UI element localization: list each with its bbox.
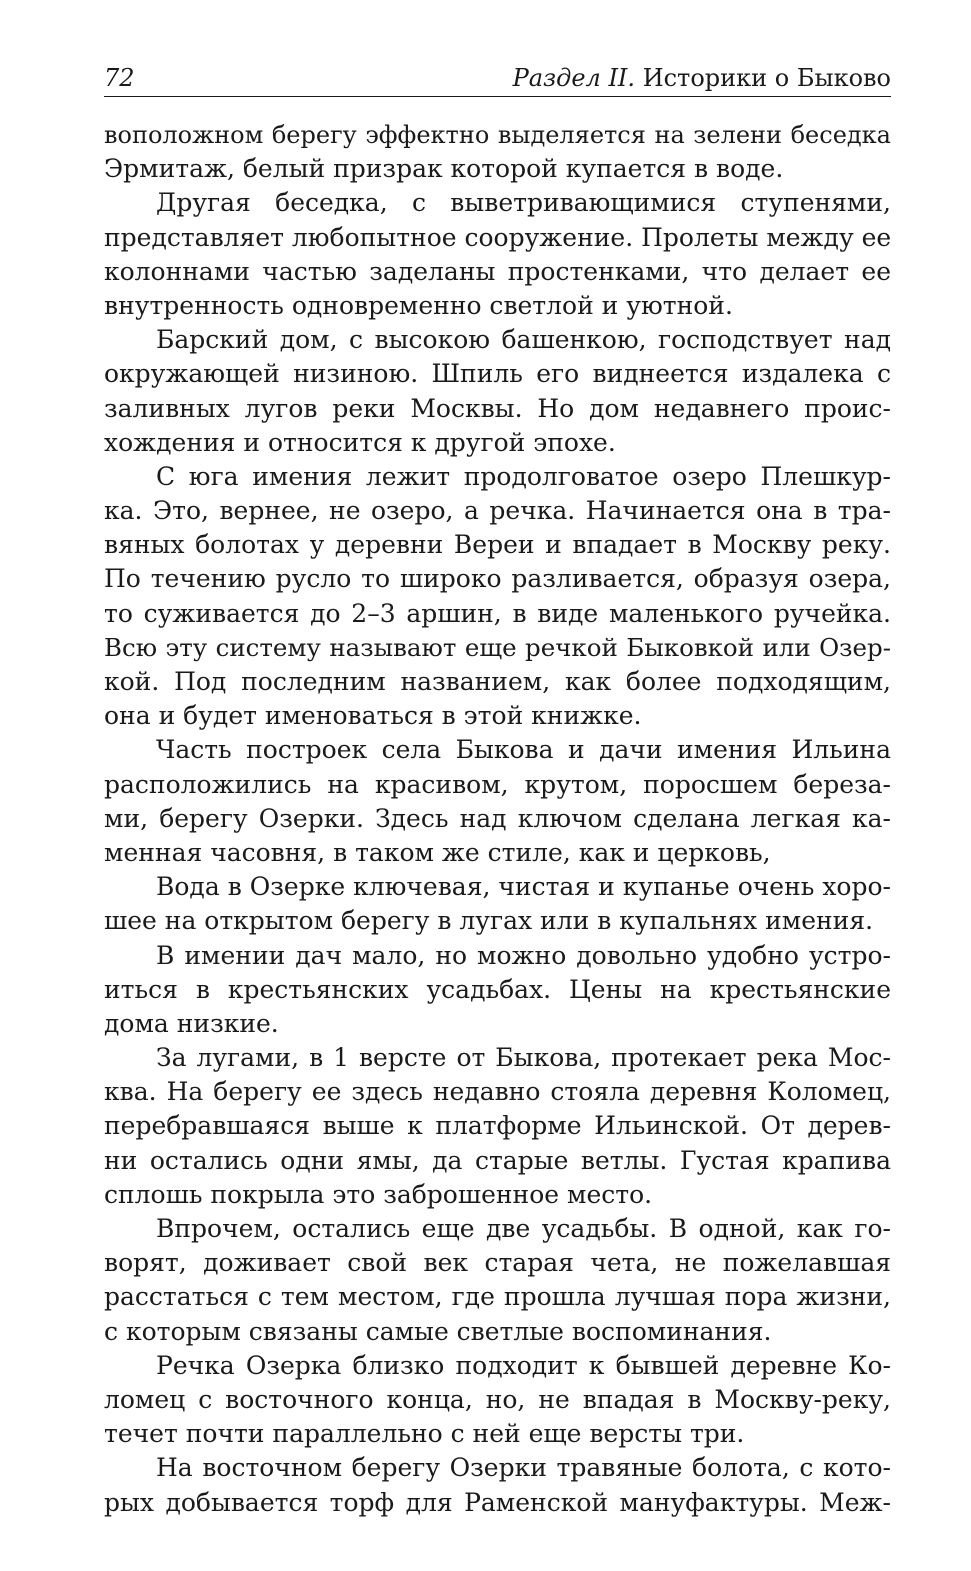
text-line: представляет любопытное сооружение. Пролеты между ее (104, 222, 891, 252)
text-line: перебравшаяся выше к платформе Ильинской. От дерев- (104, 1111, 891, 1141)
text-line: На восточном берегу Озерки травяные болота, с кото- (156, 1453, 891, 1483)
text-line: дома низкие. (104, 1008, 279, 1038)
text-line: с которым связаны самые светлые воспоминания. (104, 1316, 772, 1346)
text-line: ни остались одни ямы, да старые ветлы. Густая крапива (104, 1145, 891, 1175)
text-line: расстаться с тем местом, где прошла лучшая пора жизни, (104, 1282, 891, 1312)
text-line: внутренность одновременно светлой и уютной. (104, 290, 733, 320)
page-number: 72 (104, 64, 135, 92)
section-label: Раздел II. (512, 64, 636, 92)
text-line: ква. На берегу ее здесь недавно стояла деревня Коломец, (104, 1077, 891, 1107)
text-line: ка. Это, вернее, не озеро, а речка. Начинается она в тра- (104, 496, 891, 526)
text-line: Другая беседка, с выветривающимися ступенями, (156, 188, 891, 218)
section-title: Историки о Быково (642, 64, 891, 92)
text-line: иться в крестьянских усадьбах. Цены на крестьянские (104, 974, 891, 1004)
text-line: Речка Озерка близко подходит к бывшей деревне Ко- (156, 1350, 891, 1380)
text-line: хождения и относится к другой эпохе. (104, 427, 616, 457)
text-line: то суживается до 2–3 аршин, в виде маленького ручейка. (104, 598, 891, 628)
text-line: сплошь покрыла это заброшенное место. (104, 1179, 653, 1209)
text-line: заливных лугов реки Москвы. Но дом недавнего проис- (104, 393, 891, 423)
text-line: рых добывается торф для Раменской мануфактуры. Меж- (104, 1487, 891, 1517)
text-line: Барский дом, с высокою башенкою, господствует над (156, 325, 891, 355)
text-line: менная часовня, в таком же стиле, как и церковь, (104, 837, 771, 867)
text-line: За лугами, в 1 версте от Быкова, протекает река Мос- (156, 1043, 891, 1073)
section-heading (513, 62, 891, 94)
text-line: шее на открытом берегу в лугах или в купальнях имения. (104, 906, 874, 936)
text-line: ворят, доживает свой век старая чета, не пожелавшая (104, 1248, 891, 1278)
text-line: Часть построек села Быкова и дачи имения Ильина (156, 735, 891, 765)
text-line: она и будет именоваться в этой книжке. (104, 701, 642, 731)
running-head (104, 62, 891, 97)
text-line: ломец с восточного конца, но, не впадая в Москву-реку, (104, 1384, 891, 1414)
text-line: воположном берегу эффектно выделяется на зелени беседка (104, 121, 891, 149)
text-line: Впрочем, остались еще две усадьбы. В одной, как го- (156, 1214, 891, 1243)
body-text (104, 118, 891, 1520)
text-line: Эрмитаж, белый призрак которой купается в воде. (104, 154, 784, 184)
text-line: По течению русло то широко разливается, образуя озера, (104, 564, 891, 594)
text-line: вяных болотах у деревни Вереи и впадает в Москву реку. (104, 530, 891, 560)
text-line: течет почти параллельно с ней еще версты три. (104, 1419, 745, 1449)
text-line: Вода в Озерке ключевая, чистая и купанье очень хоро- (156, 872, 891, 902)
text-line: Всю эту систему называют еще речкой Быковкой или Озер- (104, 632, 891, 662)
text-line: колоннами частью заделаны простенками, что делает ее (104, 256, 891, 286)
text-line: окружающей низиною. Шпиль его виднеется издалека с (104, 359, 891, 389)
text-line: расположились на красивом, крутом, поросшем береза- (104, 769, 891, 799)
text-line: В имении дач мало, но можно довольно удобно устро- (156, 940, 891, 970)
text-line: кой. Под последним названием, как более подходящим, (104, 667, 891, 696)
text-line: ми, берегу Озерки. Здесь над ключом сделана легкая ка- (104, 803, 891, 833)
text-line: С юга имения лежит продолговатое озеро Плешкур- (156, 461, 891, 491)
